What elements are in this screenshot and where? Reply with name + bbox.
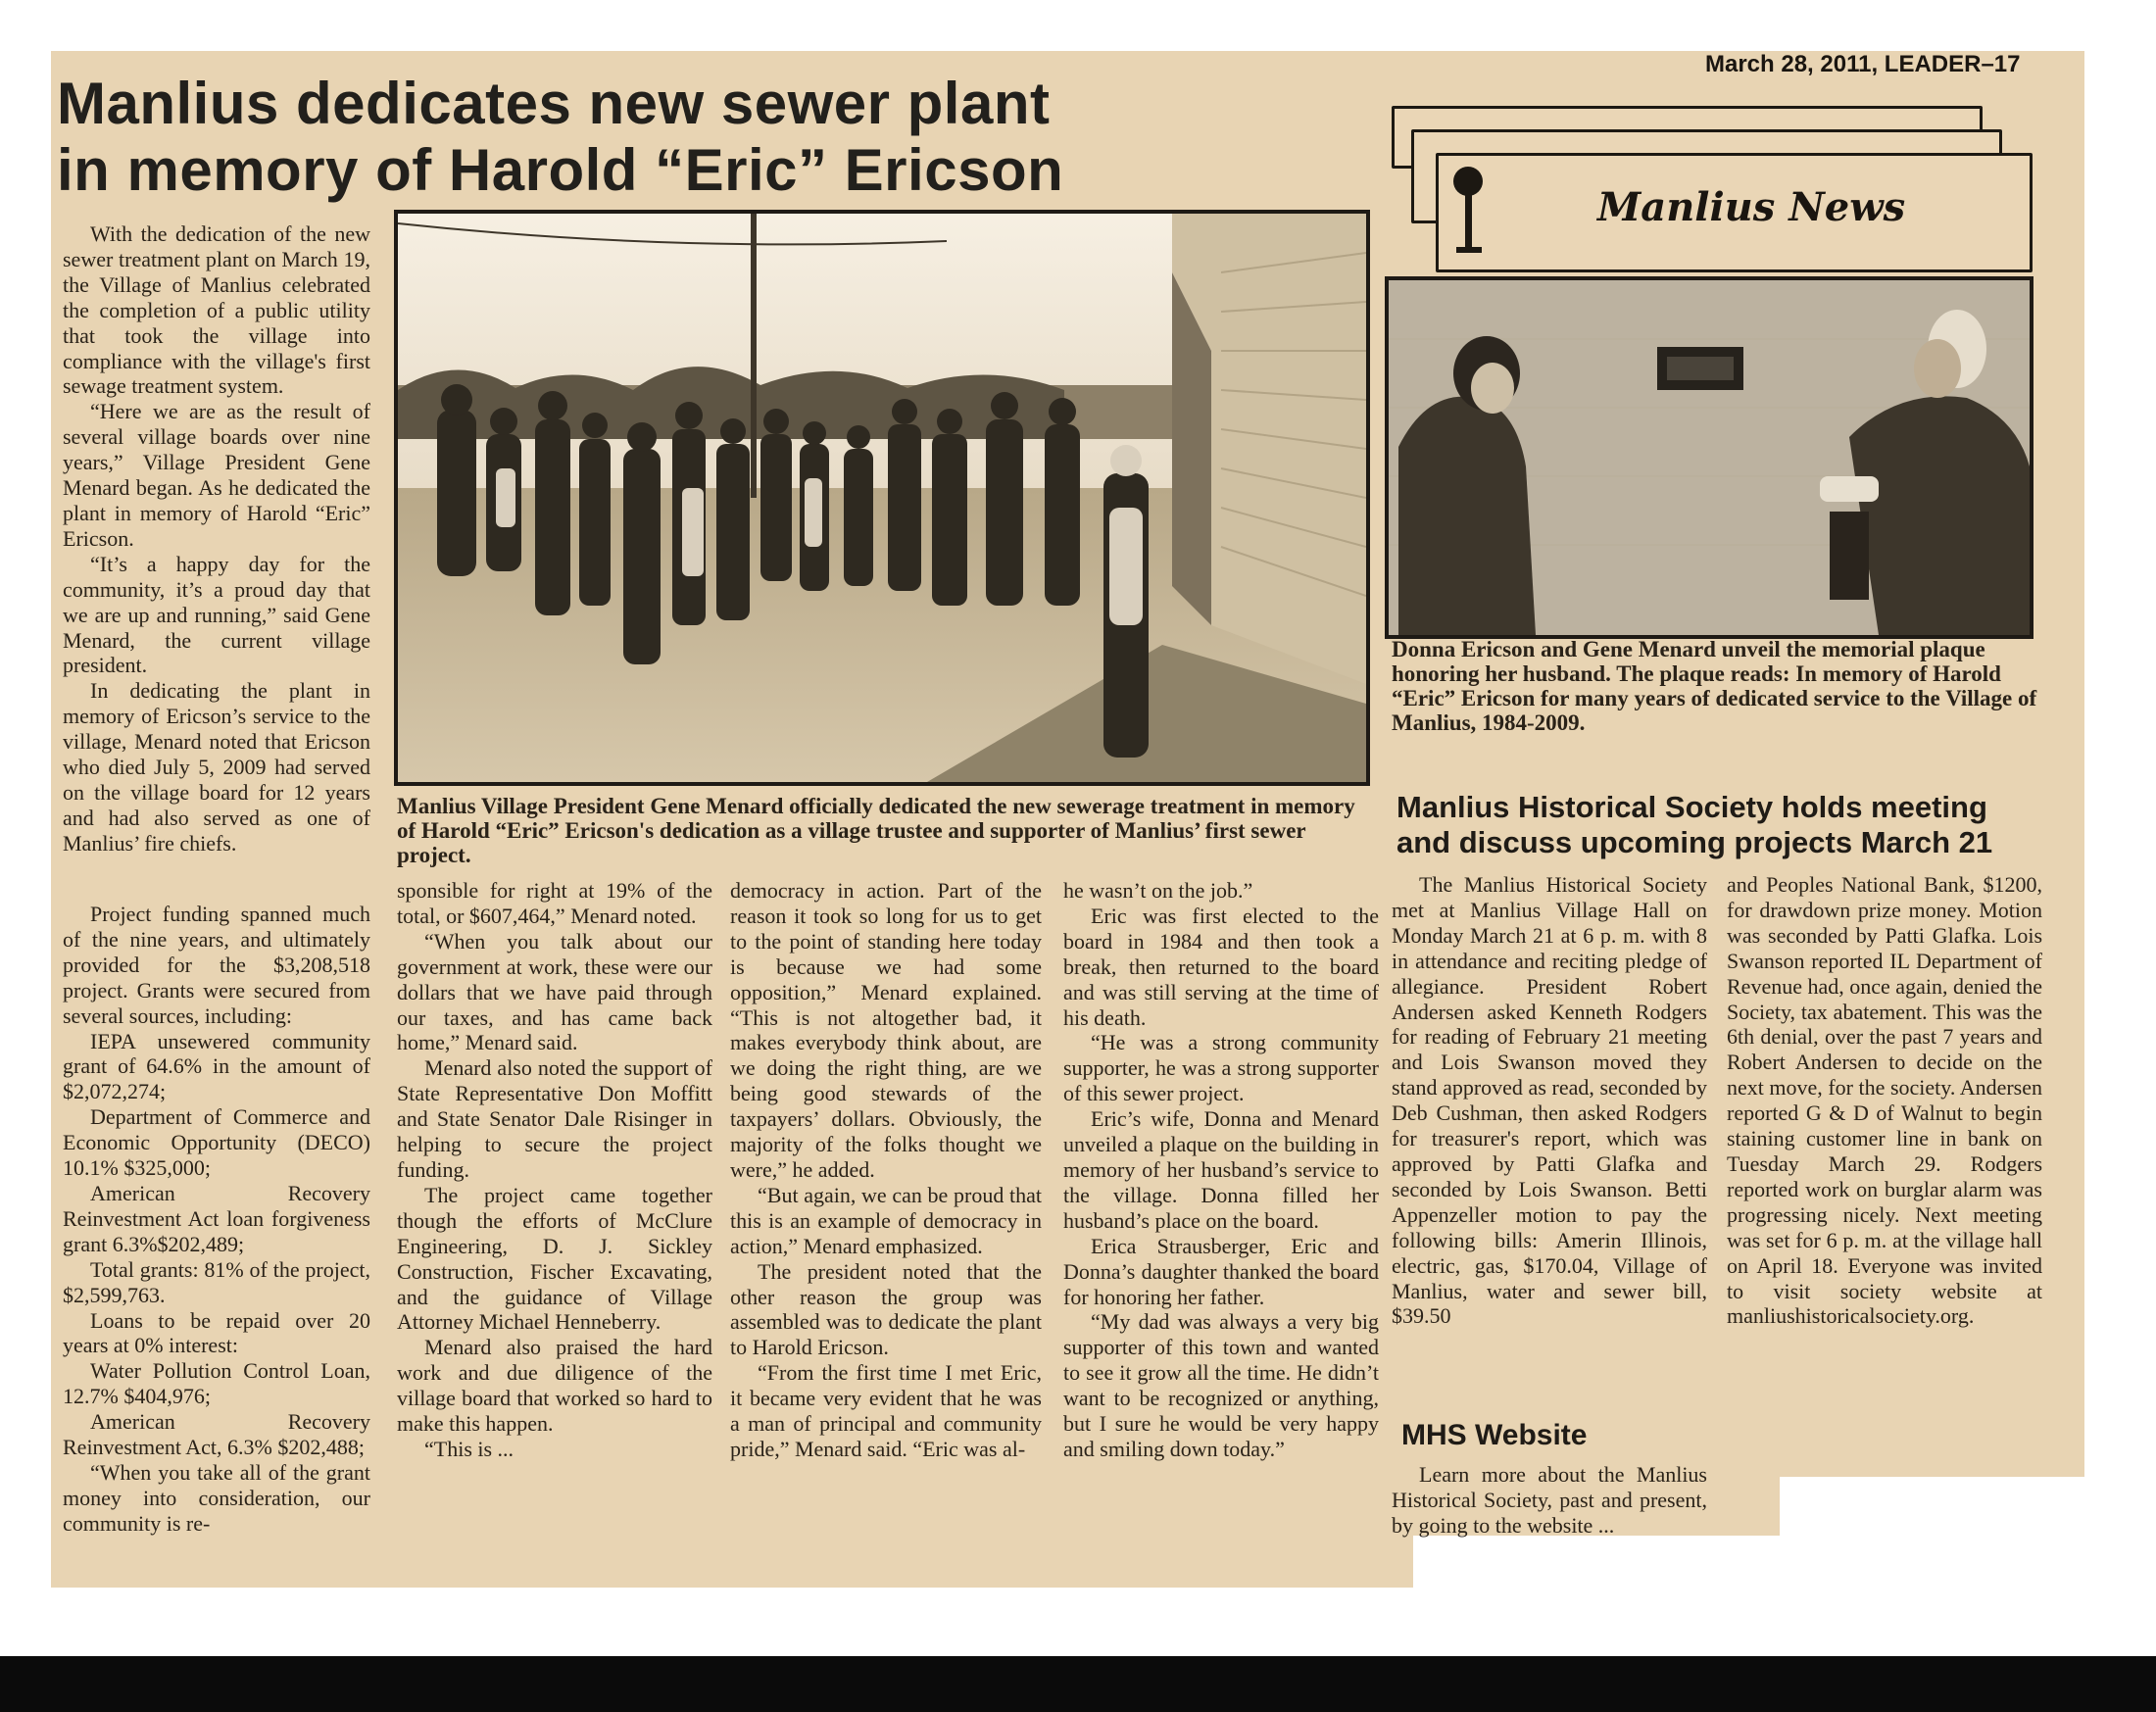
article-paragraph: IEPA unsewered community grant of 64.6% in the amount of $2,072,274;	[63, 1028, 370, 1104]
article-paragraph: democracy in action. Part of the reason it took so long for us to get to the point of standing here today is because we had some opposition,” Menard explained. “This is not altogether bad, it makes everybody think about, are we doing the right thing, are we being good stewards of the taxpayers’ dollars. Obviously, the majority of the folks thought we were,” he added.	[730, 878, 1042, 1182]
headline-line-1: Manlius dedicates new sewer plant	[57, 71, 1051, 136]
article-paragraph: Department of Commerce and Economic Opportunity (DECO) 10.1% $325,000;	[63, 1104, 370, 1181]
historical-society-col-left	[1392, 872, 1707, 1329]
article-paragraph: “When you take all of the grant money into consideration, our community is re-	[63, 1459, 370, 1536]
scanner-bed-edge	[0, 1656, 2156, 1712]
article-col-3	[730, 878, 1042, 1568]
dedication-crowd-image	[398, 214, 1366, 782]
dateline: March 28, 2011, LEADER–17	[1705, 51, 2021, 77]
cut-edge-notch	[1413, 1536, 1780, 1639]
historical-paragraph: The Manlius Historical Society met at Manlius Village Hall on Monday March 21 at 6 p. m. with 8 in attendance and reciting pledge of allegiance. President Robert Andersen asked Kenneth Rodgers for reading of February 21 meeting and Lois Swanson moved they stand approved as read, seconded by Deb Cushman, then asked Rodgers for treasurer's report, which was approved by Patti Glafka and seconded by Lois Swanson. Betti Appenzeller motion to pay the following bills: Amerin Illinois, electric, gas, $170.04, Village of Manlius, water and sewer bill, $39.50	[1392, 872, 1707, 1329]
main-photo-caption: Manlius Village President Gene Menard officially dedicated the new sewerage treatment in memory of Harold “Eric” Ericson's dedication as a village trustee and supporter of Manlius’ first sewer project.	[397, 794, 1355, 867]
historical-paragraph: and Peoples National Bank, $1200, for drawdown prize money. Motion was seconded by Patti Glafka. Lois Swanson reported IL Department of Revenue had, once again, denied the Society, tax abatement. This was the 6th denial, over the past 7 years and Robert Andersen to decide on the next move, for the society. Andersen reported G & D of Walnut to begin staining customer line in bank on Tuesday March 29. Rodgers reported work on burglar alarm was progressing nicely. Next meeting was set for 6 p. m. at the village hall on April 18. Everyone was invited to visit society website at manliushistoricalsociety.org.	[1727, 872, 2042, 1329]
cut-edge	[1780, 1477, 2135, 1639]
pin-foot	[1456, 247, 1482, 253]
article-paragraph: The project came together though the efforts of McClure Engineering, D. J. Sickley Construction, Fischer Excavating, and the guidance of Village Attorney Michael Henneberry.	[397, 1182, 712, 1335]
article-col-1-top	[63, 221, 370, 856]
plaque-photo-caption: Donna Ericson and Gene Menard unveil the memorial plaque honoring her husband. The plaque reads: In memory of Harold “Eric” Ericson for many years of dedicated service to the Village of Manlius, 1984-2009.	[1392, 637, 2037, 735]
plaque-photo	[1385, 276, 2034, 639]
article-col-1-bottom	[63, 902, 370, 1586]
article-paragraph: sponsible for right at 19% of the total, or $607,464,” Menard noted.	[397, 878, 712, 928]
historical-society-col-right	[1727, 872, 2042, 1329]
article-paragraph: Loans to be repaid over 20 years at 0% interest:	[63, 1307, 370, 1358]
section-brand: Manlius News	[1597, 184, 1906, 230]
article-paragraph: Project funding spanned much of the nine years, and ultimately provided for the $3,208,518 project. Grants were secured from several sources, including:	[63, 902, 370, 1028]
historical-society-headline: Manlius Historical Society holds meeting and discuss upcoming projects March 21	[1396, 790, 1993, 859]
main-photo	[394, 210, 1370, 786]
article-paragraph: “But again, we can be proud that this is an example of democracy in action,” Menard emphasized.	[730, 1182, 1042, 1258]
article-paragraph: “It’s a happy day for the community, it’s a proud day that we are up and running,” said Gene Menard, the current village president.	[63, 551, 370, 678]
plaque-unveiling-image	[1389, 280, 2030, 635]
article-paragraph: Menard also praised the hard work and due diligence of the village board that worked so hard to make this happen.	[397, 1335, 712, 1437]
article-col-4	[1063, 878, 1379, 1568]
article-paragraph: “From the first time I met Eric, it became very evident that he was a man of principal and community pride,” Menard said. “Eric was al-	[730, 1360, 1042, 1461]
article-paragraph: “When you talk about our government at work, these were our dollars that we have paid through our taxes, and has came back home,” Menard said.	[397, 928, 712, 1055]
article-paragraph: Erica Strausberger, Eric and Donna’s daughter thanked the board for honoring her father.	[1063, 1233, 1379, 1309]
headline-line-2: in memory of Harold “Eric” Ericson	[57, 137, 1064, 203]
article-paragraph: Water Pollution Control Loan, 12.7% $404,976;	[63, 1358, 370, 1409]
article-paragraph: “My dad was always a very big supporter of this town and wanted to see it grow all the time. He didn’t want to be recognized or anything, but I sure he would be very happy and smiling down today.”	[1063, 1309, 1379, 1461]
article-paragraph: Menard also noted the support of State Representative Don Moffitt and State Senator Dale Risinger in helping to secure the project funding.	[397, 1055, 712, 1182]
article-paragraph: “This is ...	[424, 1436, 514, 1461]
article-col-2	[397, 878, 712, 1568]
article-paragraph: “Here we are as the result of several village boards over nine years,” Village President Gene Menard began. As he dedicated the plant in memory of Harold “Eric” Ericson.	[63, 399, 370, 551]
article-paragraph: “He was a strong community supporter, he was a strong supporter of this sewer project.	[1063, 1030, 1379, 1106]
article-paragraph: he wasn’t on the job.”	[1063, 878, 1253, 903]
article-paragraph: American Recovery Reinvestment Act, 6.3% $202,488;	[63, 1409, 370, 1460]
article-paragraph: Eric was first elected to the board in 1984 and then took a break, then returned to the board and was still serving at the time of his death.	[1063, 903, 1379, 1030]
pin-stem	[1465, 192, 1472, 247]
article-paragraph: Total grants: 81% of the project, $2,599,763.	[63, 1256, 370, 1307]
article-paragraph: With the dedication of the new sewer treatment plant on March 19, the Village of Manlius celebrated the completion of a public utility that took the village into compliance with the village's first sewage treatment system.	[63, 221, 370, 399]
article-paragraph: American Recovery Reinvestment Act loan forgiveness grant 6.3%$202,489;	[63, 1180, 370, 1256]
article-paragraph: The president noted that the other reason the group was assembled was to dedicate the plant to Harold Ericson.	[730, 1258, 1042, 1360]
mhs-website-headline: MHS Website	[1401, 1419, 1588, 1451]
article-paragraph: In dedicating the plant in memory of Ericson’s service to the village, Menard noted that Ericson who died July 5, 2009 had served on the village board for 12 years and had also served as one of Manlius’ fire chiefs.	[63, 678, 370, 856]
headline	[57, 71, 1213, 204]
mhs-paragraph: Learn more about the Manlius Historical Society, past and present, by going to the website ...	[1392, 1462, 1707, 1538]
mhs-website-text	[1392, 1462, 1707, 1539]
article-paragraph: Eric’s wife, Donna and Menard unveiled a plaque on the building in memory of her husband’s service to the village. Donna filled her husband’s place on the board.	[1063, 1106, 1379, 1233]
